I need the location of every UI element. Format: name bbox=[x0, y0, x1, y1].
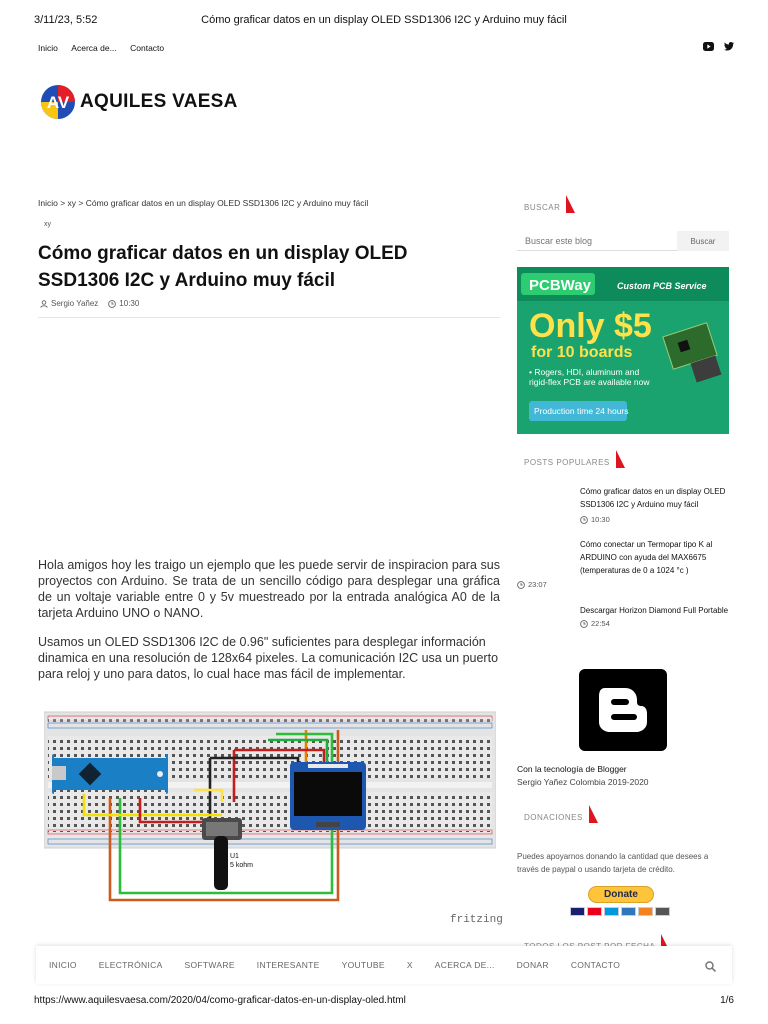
nav-inicio[interactable]: INICIO bbox=[49, 960, 77, 970]
nav-software[interactable]: SOFTWARE bbox=[184, 960, 235, 970]
site-name: AQUILES VAESA bbox=[80, 91, 238, 112]
search-input[interactable] bbox=[517, 231, 677, 251]
print-title: Cómo graficar datos en un display OLED SSD1306 I2C y Arduino muy fácil bbox=[201, 14, 567, 26]
search-form bbox=[517, 231, 729, 251]
visa-icon bbox=[570, 907, 585, 916]
popular-post-3-time: 22:54 bbox=[580, 619, 610, 628]
post-title: Cómo graficar datos en un display OLED SSD1306 I2C y Arduino muy fácil bbox=[38, 243, 408, 291]
twitter-icon[interactable] bbox=[724, 38, 734, 56]
topnav-acerca[interactable]: Acerca de... bbox=[71, 43, 117, 53]
clock-icon bbox=[517, 581, 525, 589]
post-author-name: Sergio Yañez bbox=[51, 299, 99, 308]
pot-label-1: U1 bbox=[230, 853, 239, 860]
donations-heading: DONACIONES bbox=[524, 811, 598, 823]
bank-icon bbox=[655, 907, 670, 916]
ad-bullet-1: • Rogers, HDI, aluminum and bbox=[529, 367, 640, 377]
clock-icon bbox=[108, 300, 116, 308]
nav-x[interactable]: X bbox=[406, 960, 413, 970]
nav-contacto[interactable]: CONTACTO bbox=[570, 960, 621, 970]
mastercard-icon bbox=[587, 907, 602, 916]
payment-cards bbox=[570, 907, 670, 916]
post-paragraph-2: Usamos un OLED SSD1306 I2C de 0.96" suficientes para desplegar información dinamica en una resolución de 128x64 pixeles. La comunicación I2C usa un puerto para reloj y uno para datos, lo cual hace mas fácil de implementar. bbox=[38, 635, 499, 681]
nav-interesante[interactable]: INTERESANTE bbox=[256, 960, 320, 970]
flag-icon bbox=[616, 450, 625, 468]
flag-icon bbox=[566, 195, 575, 213]
ad-cta[interactable]: Production time 24 hours bbox=[534, 406, 629, 416]
popular-post-2-time: 23:07 bbox=[517, 580, 547, 589]
post-paragraph-1: Hola amigos hoy les traigo un ejemplo que les puede servir de inspiracion para sus proyectos con Arduino. Se trata de un sencillo código para desplegar una gráfica de un voltaje variable entre 0 y 5v muestreado por la entrada analógica A0 de la tarjeta Arduino UNO o NANO. bbox=[38, 558, 500, 620]
print-footer bbox=[34, 995, 734, 1006]
ad-service: Custom PCB Service bbox=[617, 281, 707, 291]
arduino-nano bbox=[52, 754, 168, 794]
nav-electronica[interactable]: ELECTRÓNICA bbox=[98, 960, 163, 970]
print-header bbox=[34, 14, 734, 30]
popular-post-1-time: 10:30 bbox=[580, 515, 610, 524]
logo-letters: AV bbox=[46, 93, 70, 112]
print-timestamp: 3/11/23, 5:52 bbox=[34, 14, 98, 26]
ad-bullet-2: rigid-flex PCB are available now bbox=[529, 377, 650, 387]
oled-display bbox=[290, 762, 366, 830]
search-heading: BUSCAR bbox=[524, 201, 575, 213]
social-links bbox=[703, 38, 734, 56]
ad-brand: PCBWay bbox=[529, 277, 591, 294]
top-nav bbox=[38, 38, 734, 52]
popular-post-2[interactable]: Cómo conectar un Termopar tipo K al ARDUINO con ayuda del MAX6675 (temperaturas de 0 a 1024 °c ) bbox=[580, 540, 713, 575]
youtube-icon[interactable] bbox=[703, 38, 714, 56]
maestro-icon bbox=[604, 907, 619, 916]
nav-acerca[interactable]: ACERCA DE... bbox=[434, 960, 495, 970]
topnav-contacto[interactable]: Contacto bbox=[130, 43, 165, 53]
breadcrumb[interactable]: Inicio > xy > Cómo graficar datos en un display OLED SSD1306 I2C y Arduino muy fácil bbox=[38, 198, 369, 208]
post-author[interactable] bbox=[40, 299, 98, 308]
print-url: https://www.aquilesvaesa.com/2020/04/como-graficar-datos-en-un-display-oled.html bbox=[34, 995, 406, 1006]
popular-post-1[interactable]: Cómo graficar datos en un display OLED SSD1306 I2C y Arduino muy fácil bbox=[580, 487, 726, 509]
flag-icon bbox=[589, 805, 598, 823]
site-logo[interactable] bbox=[40, 84, 238, 120]
clock-icon bbox=[580, 620, 588, 628]
post-time-value: 10:30 bbox=[119, 299, 140, 308]
ad-headline: Only $5 bbox=[529, 307, 652, 345]
post-meta bbox=[40, 299, 139, 308]
blogger-logo[interactable] bbox=[579, 669, 667, 751]
search-icon[interactable] bbox=[705, 959, 716, 977]
nav-donar[interactable]: DONAR bbox=[516, 960, 549, 970]
post-tag[interactable]: xy bbox=[44, 221, 51, 228]
clock-icon bbox=[580, 516, 588, 524]
ad-sub: for 10 boards bbox=[531, 344, 633, 361]
av-logo-icon bbox=[40, 84, 76, 120]
bottom-nav bbox=[36, 946, 732, 984]
discover-icon bbox=[638, 907, 653, 916]
post-time bbox=[108, 299, 139, 308]
fritzing-credit: fritzing bbox=[450, 914, 503, 926]
nav-youtube[interactable]: YOUTUBE bbox=[341, 960, 385, 970]
powered-by-text[interactable]: Con la tecnología de Blogger bbox=[517, 764, 627, 774]
user-icon bbox=[40, 300, 48, 308]
circuit-diagram[interactable] bbox=[44, 710, 496, 916]
popular-heading: POSTS POPULARES bbox=[524, 456, 625, 468]
pcbway-ad[interactable] bbox=[517, 267, 729, 434]
amex-icon bbox=[621, 907, 636, 916]
donations-text: Puedes apoyarnos donando la cantidad que desees a través de paypal o usando tarjeta de crédito. bbox=[517, 852, 709, 874]
blogger-icon bbox=[595, 684, 651, 736]
print-page-number: 1/6 bbox=[720, 995, 734, 1006]
donate-button[interactable]: Donate bbox=[588, 886, 654, 903]
pot-label-2: 5 kohm bbox=[230, 862, 253, 869]
copyright-text: Sergio Yañez Colombia 2019-2020 bbox=[517, 777, 649, 787]
search-button[interactable]: Buscar bbox=[677, 231, 729, 251]
topnav-inicio[interactable]: Inicio bbox=[38, 43, 58, 53]
divider bbox=[38, 317, 500, 318]
powered-by bbox=[517, 763, 649, 789]
popular-post-3[interactable]: Descargar Horizon Diamond Full Portable bbox=[580, 606, 729, 615]
